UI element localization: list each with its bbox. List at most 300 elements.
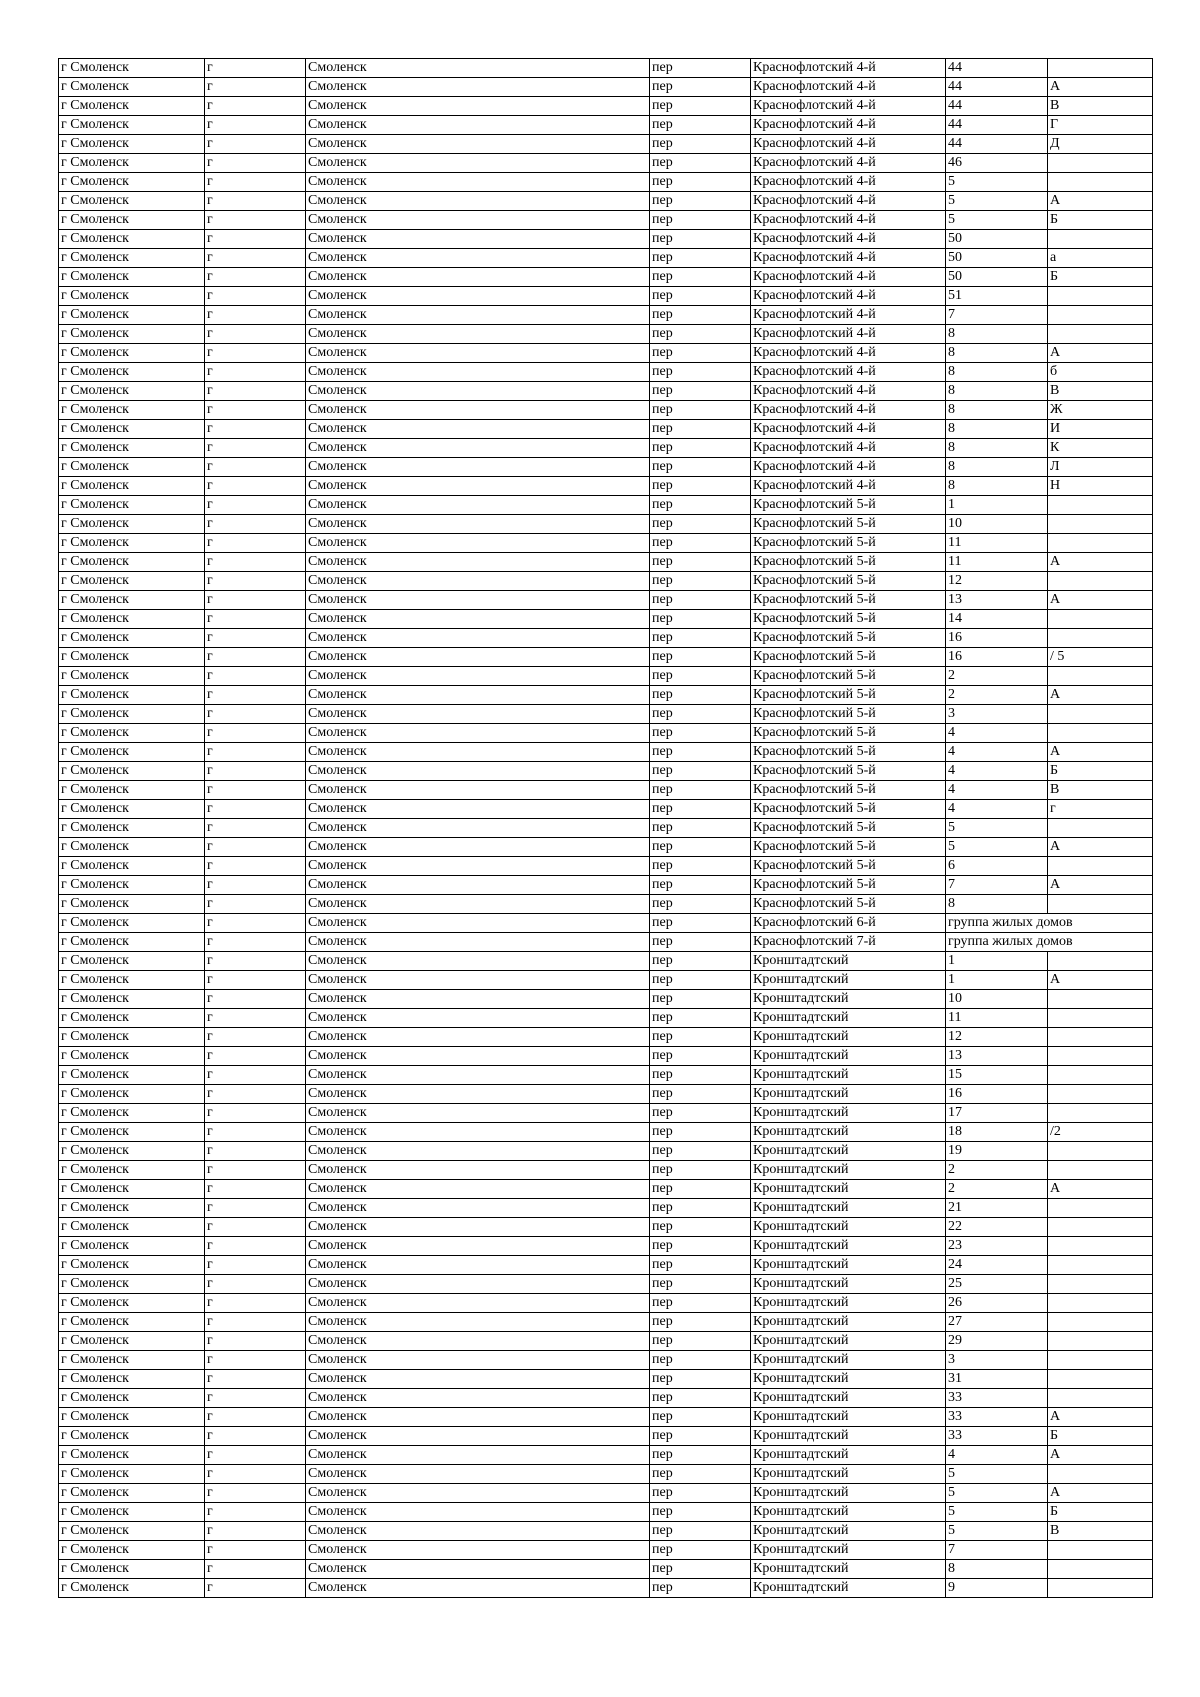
- locality-cell: г Смоленск: [59, 1541, 205, 1560]
- street-name-cell: Краснофлотский 5-й: [751, 553, 946, 572]
- street-name-cell: Краснофлотский 4-й: [751, 249, 946, 268]
- house-number-cell: группа жилых домов: [946, 933, 1048, 952]
- street-type-cell: пер: [650, 1408, 751, 1427]
- locality-type-cell: г: [205, 1560, 306, 1579]
- house-number-cell: 24: [946, 1256, 1048, 1275]
- city-cell: Смоленск: [306, 154, 650, 173]
- street-type-cell: пер: [650, 458, 751, 477]
- street-name-cell: Краснофлотский 5-й: [751, 629, 946, 648]
- house-number-cell: 12: [946, 572, 1048, 591]
- house-number-cell: 50: [946, 249, 1048, 268]
- city-cell: Смоленск: [306, 173, 650, 192]
- locality-type-cell: г: [205, 1579, 306, 1598]
- city-cell: Смоленск: [306, 1180, 650, 1199]
- table-row: [59, 838, 1153, 857]
- house-number-cell: 2: [946, 686, 1048, 705]
- city-cell: Смоленск: [306, 1427, 650, 1446]
- locality-cell: г Смоленск: [59, 1180, 205, 1199]
- building-letter-cell: К: [1048, 439, 1153, 458]
- building-letter-cell: Б: [1048, 1427, 1153, 1446]
- street-name-cell: Кронштадтский: [751, 1332, 946, 1351]
- street-type-cell: пер: [650, 363, 751, 382]
- locality-type-cell: г: [205, 591, 306, 610]
- street-type-cell: пер: [650, 1522, 751, 1541]
- locality-cell: г Смоленск: [59, 1142, 205, 1161]
- house-number-cell: 7: [946, 876, 1048, 895]
- locality-cell: г Смоленск: [59, 1560, 205, 1579]
- locality-type-cell: г: [205, 629, 306, 648]
- street-type-cell: пер: [650, 990, 751, 1009]
- table-row: [59, 344, 1153, 363]
- house-number-cell: 7: [946, 306, 1048, 325]
- street-name-cell: Краснофлотский 4-й: [751, 173, 946, 192]
- building-letter-cell: Н: [1048, 477, 1153, 496]
- locality-cell: г Смоленск: [59, 1389, 205, 1408]
- street-name-cell: Краснофлотский 4-й: [751, 458, 946, 477]
- building-letter-cell: [1048, 306, 1153, 325]
- building-letter-cell: А: [1048, 591, 1153, 610]
- locality-type-cell: г: [205, 990, 306, 1009]
- street-type-cell: пер: [650, 515, 751, 534]
- building-letter-cell: [1048, 1370, 1153, 1389]
- street-type-cell: пер: [650, 971, 751, 990]
- building-letter-cell: А: [1048, 876, 1153, 895]
- locality-type-cell: г: [205, 59, 306, 78]
- locality-type-cell: г: [205, 344, 306, 363]
- building-letter-cell: [1048, 1560, 1153, 1579]
- street-type-cell: пер: [650, 667, 751, 686]
- table-row: [59, 1085, 1153, 1104]
- locality-cell: г Смоленск: [59, 876, 205, 895]
- city-cell: Смоленск: [306, 1541, 650, 1560]
- table-row: [59, 952, 1153, 971]
- house-number-cell: 3: [946, 705, 1048, 724]
- city-cell: Смоленск: [306, 1294, 650, 1313]
- table-row: [59, 1009, 1153, 1028]
- table-row: [59, 97, 1153, 116]
- city-cell: Смоленск: [306, 1009, 650, 1028]
- street-name-cell: Кронштадтский: [751, 1294, 946, 1313]
- locality-cell: г Смоленск: [59, 458, 205, 477]
- street-type-cell: пер: [650, 743, 751, 762]
- house-number-cell: 7: [946, 1541, 1048, 1560]
- table-row: [59, 1408, 1153, 1427]
- table-row: [59, 1370, 1153, 1389]
- locality-type-cell: г: [205, 268, 306, 287]
- street-type-cell: пер: [650, 1332, 751, 1351]
- locality-type-cell: г: [205, 686, 306, 705]
- building-letter-cell: [1048, 629, 1153, 648]
- locality-cell: г Смоленск: [59, 59, 205, 78]
- locality-type-cell: г: [205, 1294, 306, 1313]
- city-cell: Смоленск: [306, 1066, 650, 1085]
- city-cell: Смоленск: [306, 135, 650, 154]
- locality-type-cell: г: [205, 781, 306, 800]
- locality-type-cell: г: [205, 895, 306, 914]
- locality-cell: г Смоленск: [59, 135, 205, 154]
- locality-type-cell: г: [205, 553, 306, 572]
- locality-type-cell: г: [205, 249, 306, 268]
- building-letter-cell: А: [1048, 1484, 1153, 1503]
- locality-cell: г Смоленск: [59, 1028, 205, 1047]
- house-number-cell: 16: [946, 648, 1048, 667]
- locality-cell: г Смоленск: [59, 1522, 205, 1541]
- house-number-cell: 11: [946, 534, 1048, 553]
- city-cell: Смоленск: [306, 1560, 650, 1579]
- street-name-cell: Кронштадтский: [751, 1047, 946, 1066]
- street-name-cell: Краснофлотский 4-й: [751, 116, 946, 135]
- table-row: [59, 1541, 1153, 1560]
- street-type-cell: пер: [650, 211, 751, 230]
- city-cell: Смоленск: [306, 59, 650, 78]
- building-letter-cell: / 5: [1048, 648, 1153, 667]
- table-row: [59, 1503, 1153, 1522]
- street-name-cell: Краснофлотский 4-й: [751, 154, 946, 173]
- locality-type-cell: г: [205, 1047, 306, 1066]
- building-letter-cell: Б: [1048, 268, 1153, 287]
- house-number-cell: 51: [946, 287, 1048, 306]
- street-name-cell: Кронштадтский: [751, 1427, 946, 1446]
- city-cell: Смоленск: [306, 629, 650, 648]
- building-letter-cell: [1048, 1313, 1153, 1332]
- table-row: [59, 230, 1153, 249]
- city-cell: Смоленск: [306, 287, 650, 306]
- city-cell: Смоленск: [306, 553, 650, 572]
- table-row: [59, 78, 1153, 97]
- building-letter-cell: /2: [1048, 1123, 1153, 1142]
- city-cell: Смоленск: [306, 1579, 650, 1598]
- locality-cell: г Смоленск: [59, 230, 205, 249]
- street-name-cell: Кронштадтский: [751, 990, 946, 1009]
- street-type-cell: пер: [650, 1066, 751, 1085]
- table-row: [59, 1351, 1153, 1370]
- building-letter-cell: [1048, 534, 1153, 553]
- locality-cell: г Смоленск: [59, 1332, 205, 1351]
- street-name-cell: Кронштадтский: [751, 1313, 946, 1332]
- locality-cell: г Смоленск: [59, 1427, 205, 1446]
- building-letter-cell: Б: [1048, 211, 1153, 230]
- house-number-cell: 50: [946, 268, 1048, 287]
- street-type-cell: пер: [650, 648, 751, 667]
- locality-type-cell: г: [205, 648, 306, 667]
- house-number-cell: 8: [946, 382, 1048, 401]
- locality-type-cell: г: [205, 1370, 306, 1389]
- locality-cell: г Смоленск: [59, 439, 205, 458]
- locality-type-cell: г: [205, 1180, 306, 1199]
- city-cell: Смоленск: [306, 515, 650, 534]
- street-type-cell: пер: [650, 1579, 751, 1598]
- table-row: [59, 705, 1153, 724]
- locality-cell: г Смоленск: [59, 800, 205, 819]
- building-letter-cell: [1048, 1161, 1153, 1180]
- street-type-cell: пер: [650, 629, 751, 648]
- table-row: [59, 306, 1153, 325]
- street-type-cell: пер: [650, 477, 751, 496]
- building-letter-cell: Г: [1048, 116, 1153, 135]
- locality-type-cell: г: [205, 458, 306, 477]
- house-number-cell: 5: [946, 1522, 1048, 1541]
- city-cell: Смоленск: [306, 1522, 650, 1541]
- table-row: [59, 496, 1153, 515]
- house-number-cell: 46: [946, 154, 1048, 173]
- street-type-cell: пер: [650, 59, 751, 78]
- table-row: [59, 382, 1153, 401]
- street-name-cell: Кронштадтский: [751, 952, 946, 971]
- street-type-cell: пер: [650, 800, 751, 819]
- locality-type-cell: г: [205, 287, 306, 306]
- table-row: [59, 173, 1153, 192]
- city-cell: Смоленск: [306, 230, 650, 249]
- house-number-cell: 18: [946, 1123, 1048, 1142]
- table-row: [59, 1579, 1153, 1598]
- locality-type-cell: г: [205, 743, 306, 762]
- building-letter-cell: [1048, 1218, 1153, 1237]
- locality-type-cell: г: [205, 1408, 306, 1427]
- street-name-cell: Кронштадтский: [751, 1503, 946, 1522]
- city-cell: Смоленск: [306, 97, 650, 116]
- table-row: [59, 1446, 1153, 1465]
- house-number-cell: 33: [946, 1427, 1048, 1446]
- table-row: [59, 895, 1153, 914]
- building-letter-cell: В: [1048, 781, 1153, 800]
- locality-cell: г Смоленск: [59, 971, 205, 990]
- table-row: [59, 1389, 1153, 1408]
- building-letter-cell: [1048, 1009, 1153, 1028]
- street-type-cell: пер: [650, 1275, 751, 1294]
- building-letter-cell: [1048, 1028, 1153, 1047]
- locality-cell: г Смоленск: [59, 914, 205, 933]
- locality-cell: г Смоленск: [59, 1066, 205, 1085]
- city-cell: Смоленск: [306, 1123, 650, 1142]
- locality-type-cell: г: [205, 1066, 306, 1085]
- street-type-cell: пер: [650, 1389, 751, 1408]
- locality-type-cell: г: [205, 382, 306, 401]
- house-number-cell: 44: [946, 116, 1048, 135]
- street-name-cell: Кронштадтский: [751, 1104, 946, 1123]
- street-name-cell: Краснофлотский 4-й: [751, 363, 946, 382]
- street-name-cell: Краснофлотский 5-й: [751, 534, 946, 553]
- building-letter-cell: [1048, 1389, 1153, 1408]
- street-type-cell: пер: [650, 1104, 751, 1123]
- street-type-cell: пер: [650, 857, 751, 876]
- building-letter-cell: г: [1048, 800, 1153, 819]
- city-cell: Смоленск: [306, 534, 650, 553]
- street-name-cell: Кронштадтский: [751, 1484, 946, 1503]
- locality-type-cell: г: [205, 1028, 306, 1047]
- house-number-cell: 4: [946, 724, 1048, 743]
- house-number-cell: 5: [946, 1465, 1048, 1484]
- locality-cell: г Смоленск: [59, 591, 205, 610]
- street-name-cell: Кронштадтский: [751, 1142, 946, 1161]
- table-row: [59, 1275, 1153, 1294]
- street-name-cell: Кронштадтский: [751, 1237, 946, 1256]
- locality-type-cell: г: [205, 1009, 306, 1028]
- building-letter-cell: [1048, 154, 1153, 173]
- address-table: [58, 58, 1153, 1598]
- locality-cell: г Смоленск: [59, 1085, 205, 1104]
- street-type-cell: пер: [650, 496, 751, 515]
- city-cell: Смоленск: [306, 1237, 650, 1256]
- street-name-cell: Кронштадтский: [751, 1446, 946, 1465]
- locality-cell: г Смоленск: [59, 1047, 205, 1066]
- locality-cell: г Смоленск: [59, 1123, 205, 1142]
- street-name-cell: Кронштадтский: [751, 1256, 946, 1275]
- city-cell: Смоленск: [306, 1370, 650, 1389]
- building-letter-cell: [1048, 1541, 1153, 1560]
- street-name-cell: Кронштадтский: [751, 1009, 946, 1028]
- building-letter-cell: [1048, 1047, 1153, 1066]
- locality-cell: г Смоленск: [59, 1465, 205, 1484]
- house-number-cell: 9: [946, 1579, 1048, 1598]
- house-number-cell: 8: [946, 344, 1048, 363]
- street-type-cell: пер: [650, 1294, 751, 1313]
- locality-cell: г Смоленск: [59, 1275, 205, 1294]
- table-row: [59, 1560, 1153, 1579]
- street-name-cell: Краснофлотский 7-й: [751, 933, 946, 952]
- table-row: [59, 1123, 1153, 1142]
- street-name-cell: Кронштадтский: [751, 1218, 946, 1237]
- city-cell: Смоленск: [306, 686, 650, 705]
- locality-type-cell: г: [205, 325, 306, 344]
- street-name-cell: Краснофлотский 4-й: [751, 420, 946, 439]
- locality-cell: г Смоленск: [59, 249, 205, 268]
- table-row: [59, 1332, 1153, 1351]
- city-cell: Смоленск: [306, 914, 650, 933]
- street-name-cell: Кронштадтский: [751, 1465, 946, 1484]
- locality-type-cell: г: [205, 667, 306, 686]
- locality-type-cell: г: [205, 135, 306, 154]
- locality-type-cell: г: [205, 838, 306, 857]
- house-number-cell: 4: [946, 743, 1048, 762]
- street-name-cell: Кронштадтский: [751, 1085, 946, 1104]
- house-number-cell: 25: [946, 1275, 1048, 1294]
- locality-cell: г Смоленск: [59, 1218, 205, 1237]
- house-number-cell: 44: [946, 135, 1048, 154]
- locality-type-cell: г: [205, 762, 306, 781]
- table-row: [59, 439, 1153, 458]
- table-row: [59, 401, 1153, 420]
- house-number-cell: 33: [946, 1389, 1048, 1408]
- table-row: [59, 933, 1153, 952]
- street-type-cell: пер: [650, 1351, 751, 1370]
- house-number-cell: 8: [946, 477, 1048, 496]
- house-number-cell: 6: [946, 857, 1048, 876]
- locality-cell: г Смоленск: [59, 306, 205, 325]
- table-row: [59, 553, 1153, 572]
- city-cell: Смоленск: [306, 857, 650, 876]
- street-type-cell: пер: [650, 382, 751, 401]
- locality-cell: г Смоленск: [59, 629, 205, 648]
- locality-cell: г Смоленск: [59, 952, 205, 971]
- locality-cell: г Смоленск: [59, 1256, 205, 1275]
- building-letter-cell: А: [1048, 1446, 1153, 1465]
- street-type-cell: пер: [650, 1161, 751, 1180]
- house-number-cell: 1: [946, 496, 1048, 515]
- locality-type-cell: г: [205, 1465, 306, 1484]
- street-name-cell: Краснофлотский 4-й: [751, 211, 946, 230]
- table-row: [59, 135, 1153, 154]
- table-row: [59, 686, 1153, 705]
- building-letter-cell: [1048, 610, 1153, 629]
- building-letter-cell: [1048, 1066, 1153, 1085]
- house-number-cell: 5: [946, 192, 1048, 211]
- locality-cell: г Смоленск: [59, 1161, 205, 1180]
- locality-cell: г Смоленск: [59, 610, 205, 629]
- house-number-cell: 27: [946, 1313, 1048, 1332]
- table-row: [59, 515, 1153, 534]
- building-letter-cell: [1048, 1294, 1153, 1313]
- table-row: [59, 1180, 1153, 1199]
- building-letter-cell: [1048, 1237, 1153, 1256]
- locality-type-cell: г: [205, 78, 306, 97]
- house-number-cell: 44: [946, 59, 1048, 78]
- street-type-cell: пер: [650, 97, 751, 116]
- locality-cell: г Смоленск: [59, 1313, 205, 1332]
- locality-type-cell: г: [205, 876, 306, 895]
- house-number-cell: 2: [946, 667, 1048, 686]
- city-cell: Смоленск: [306, 1446, 650, 1465]
- house-number-cell: 21: [946, 1199, 1048, 1218]
- street-name-cell: Кронштадтский: [751, 1351, 946, 1370]
- street-name-cell: Краснофлотский 4-й: [751, 477, 946, 496]
- table-row: [59, 591, 1153, 610]
- city-cell: Смоленск: [306, 306, 650, 325]
- house-number-cell: 1: [946, 971, 1048, 990]
- street-type-cell: пер: [650, 344, 751, 363]
- building-letter-cell: Б: [1048, 762, 1153, 781]
- city-cell: Смоленск: [306, 116, 650, 135]
- locality-cell: г Смоленск: [59, 287, 205, 306]
- locality-cell: г Смоленск: [59, 420, 205, 439]
- street-type-cell: пер: [650, 135, 751, 154]
- street-name-cell: Кронштадтский: [751, 1123, 946, 1142]
- city-cell: Смоленск: [306, 496, 650, 515]
- street-type-cell: пер: [650, 819, 751, 838]
- street-name-cell: Кронштадтский: [751, 1408, 946, 1427]
- street-name-cell: Кронштадтский: [751, 1541, 946, 1560]
- building-letter-cell: А: [1048, 1408, 1153, 1427]
- house-number-cell: 8: [946, 1560, 1048, 1579]
- table-row: [59, 268, 1153, 287]
- table-row: [59, 1218, 1153, 1237]
- locality-type-cell: г: [205, 363, 306, 382]
- locality-type-cell: г: [205, 1123, 306, 1142]
- street-type-cell: пер: [650, 154, 751, 173]
- locality-cell: г Смоленск: [59, 192, 205, 211]
- table-row: [59, 572, 1153, 591]
- house-number-cell: 2: [946, 1180, 1048, 1199]
- building-letter-cell: [1048, 1275, 1153, 1294]
- city-cell: Смоленск: [306, 1484, 650, 1503]
- house-number-cell: 44: [946, 78, 1048, 97]
- house-number-cell: 8: [946, 458, 1048, 477]
- locality-type-cell: г: [205, 572, 306, 591]
- locality-type-cell: г: [205, 705, 306, 724]
- building-letter-cell: [1048, 1142, 1153, 1161]
- table-row: [59, 1066, 1153, 1085]
- table-row: [59, 914, 1153, 933]
- locality-type-cell: г: [205, 857, 306, 876]
- locality-cell: г Смоленск: [59, 667, 205, 686]
- locality-cell: г Смоленск: [59, 154, 205, 173]
- street-type-cell: пер: [650, 230, 751, 249]
- locality-type-cell: г: [205, 515, 306, 534]
- table-row: [59, 458, 1153, 477]
- city-cell: Смоленск: [306, 762, 650, 781]
- table-row: [59, 211, 1153, 230]
- street-type-cell: пер: [650, 1180, 751, 1199]
- house-number-cell: 11: [946, 553, 1048, 572]
